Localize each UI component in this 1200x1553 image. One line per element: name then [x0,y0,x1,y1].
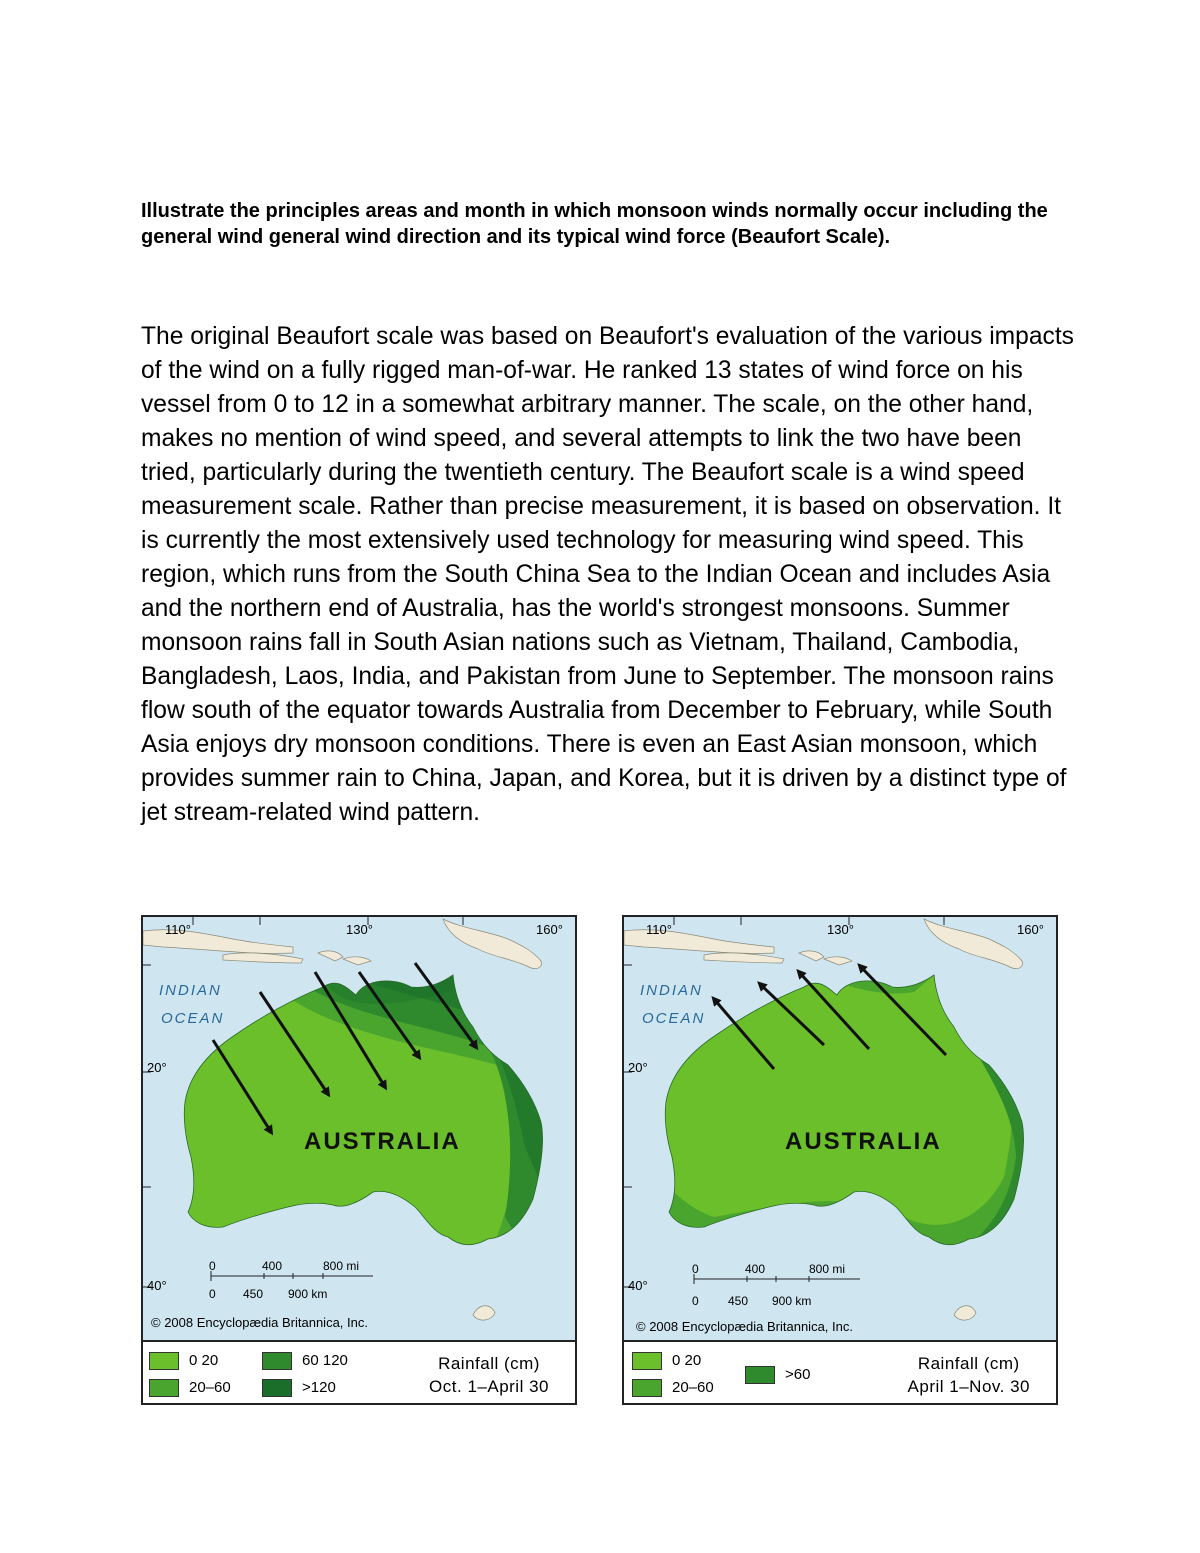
ocean-label-line2: OCEAN [642,1010,706,1027]
rainfall-map-april-nov [622,915,1058,1405]
scale-km-900: 900 km [772,1294,812,1308]
scale-mi-0: 0 [692,1262,699,1276]
ocean-label-line2: OCEAN [161,1010,225,1027]
lat-label-40: 40° [628,1278,648,1293]
scale-km-0: 0 [692,1294,699,1308]
legend-title [908,1352,1030,1398]
legend-label-60-120: 60 120 [302,1352,348,1369]
australia-map-dry-season [624,917,1056,1340]
legend-label-20-60: 20–60 [672,1379,714,1396]
legend-label-0-20: 0 20 [189,1352,219,1369]
lat-label-40: 40° [147,1278,167,1293]
lat-label-20: 20° [147,1060,167,1075]
copyright: © 2008 Encyclopædia Britannica, Inc. [151,1315,368,1330]
scale-mi-800: 800 mi [809,1262,846,1276]
scale-mi-400: 400 [262,1259,283,1273]
scale-mi-400: 400 [745,1262,766,1276]
lat-label-20: 20° [628,1060,648,1075]
answer-paragraph: The original Beaufort scale was based on Beaufort's evaluation of the various impacts of the wind on a fully rigged man-of-war. He ranked 13 states of wind force on his vessel from 0 to 12 in a somewhat arbitrary manner. The scale, on the other hand, makes no mention of wind speed, and several attempts to link the two have been tried, particularly during the twentieth century. The Beaufort scale is a wind speed measurement scale. Rather than precise measurement, it is based on observation. It is currently the most extensively used technology for measuring wind speed. This region, which runs from the South China Sea to the Indian Ocean and includes Asia and the northern end of Australia, has the world's strongest monsoons. Summer monsoon rains fall in South Asian nations such as Vietnam, Thailand, Cambodia, Bangladesh, Laos, India, and Pakistan from June to September. The monsoon rains flow south of the equator towards Australia from December to February, while South Asia enjoys dry monsoon conditions. There is even an East Asian monsoon, which provides summer rain to China, Japan, and Korea, but it is driven by a distinct type of jet stream-related wind pattern. [141,323,1074,826]
legend-swatch-0-20 [632,1352,662,1370]
legend-title [429,1352,549,1398]
question-heading: Illustrate the principles areas and month in which monsoon winds normally occur including the general wind general wind direction and its typical wind force (Beaufort Scale). [141,200,1048,248]
ocean-label-line1: INDIAN [159,982,222,999]
lon-label-130: 130° [346,922,373,937]
rainfall-legend [624,1340,1056,1405]
rainfall-map-oct-april [141,915,577,1405]
lon-label-160: 160° [536,922,563,937]
ocean-label-line1: INDIAN [640,982,703,999]
legend-label-0-20: 0 20 [672,1352,702,1369]
legend-swatch-20-60 [149,1379,179,1397]
scale-km-0: 0 [209,1287,216,1301]
legend-swatch-0-20 [149,1352,179,1370]
legend-title-text: Rainfall (cm) [438,1354,540,1373]
legend-label-120plus: >120 [302,1379,336,1396]
lon-label-160: 160° [1017,922,1044,937]
legend-title-text: Rainfall (cm) [917,1354,1020,1373]
country-label: AUSTRALIA [304,1128,461,1155]
legend-label-20-60: 20–60 [189,1379,231,1396]
legend-period: April 1–Nov. 30 [907,1377,1030,1396]
legend-label-60plus: >60 [785,1366,811,1383]
legend-swatch-120plus [262,1379,292,1397]
scale-km-900: 900 km [288,1287,328,1301]
copyright: © 2008 Encyclopædia Britannica, Inc. [636,1319,853,1334]
legend-swatch-20-60 [632,1379,662,1397]
lon-label-130: 130° [827,922,854,937]
lon-label-110: 110° [646,922,672,937]
scale-km-450: 450 [728,1294,749,1308]
lon-label-110: 110° [165,922,191,937]
country-label: AUSTRALIA [785,1128,942,1155]
australia-map-wet-season [143,917,575,1340]
scale-km-450: 450 [243,1287,264,1301]
scale-mi-800: 800 mi [323,1259,360,1273]
rainfall-legend [143,1340,575,1405]
legend-period: Oct. 1–April 30 [429,1377,549,1396]
legend-swatch-60plus [745,1366,775,1384]
scale-mi-0: 0 [209,1259,216,1273]
legend-swatch-60-120 [262,1352,292,1370]
